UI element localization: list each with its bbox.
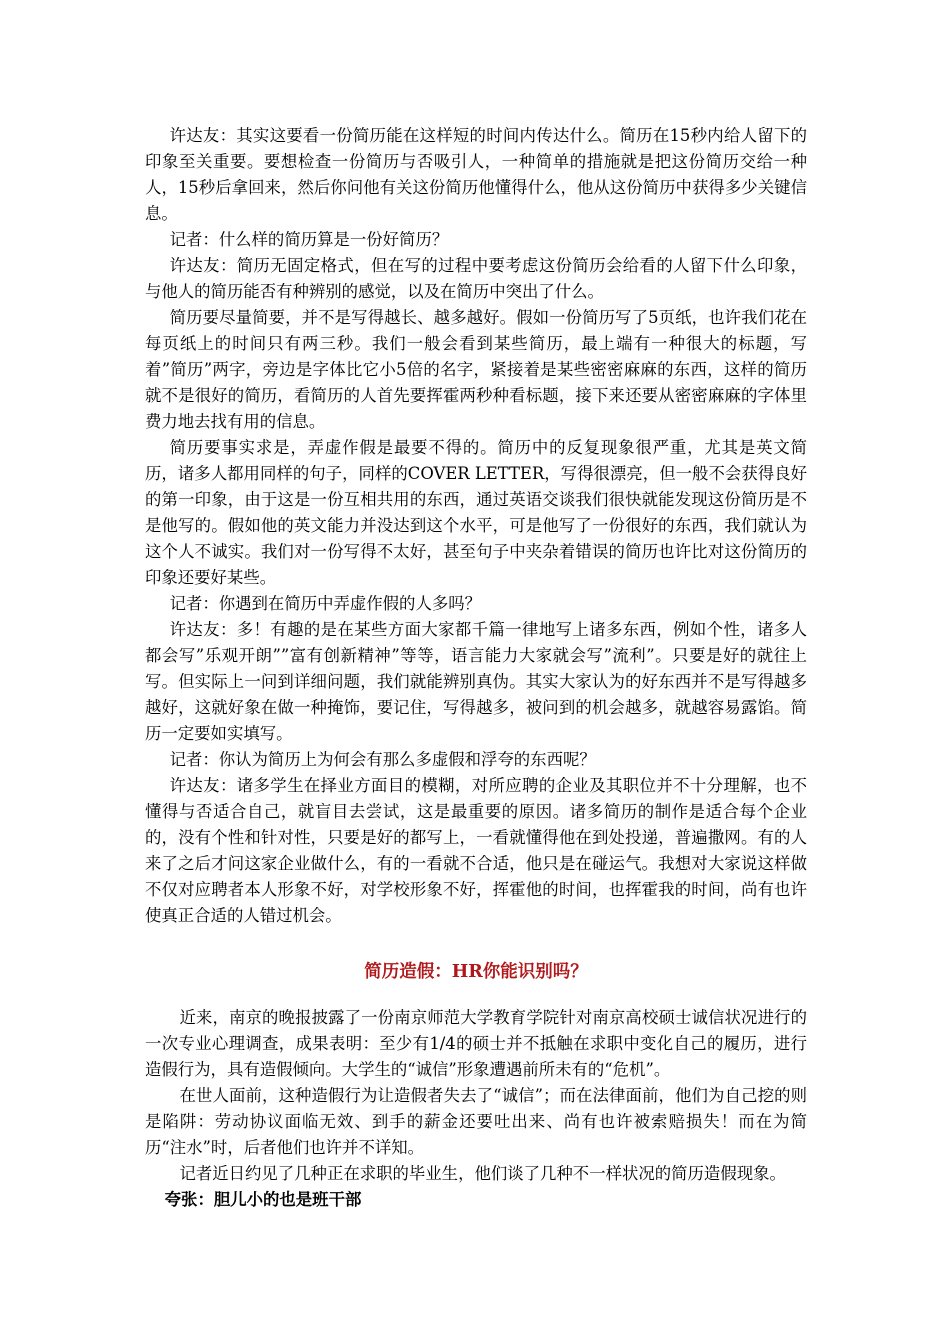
interview-paragraph: 许达友：诸多学生在择业方面目的模糊，对所应聘的企业及其职位并不十分理解，也不懂得与否适合自己，就盲目去尝试，这是最重要的原因。诸多简历的制作是适合每个企业的，没有个性和针对性，只要是好的都写上，一看就懂得他在到处投递，普遍撒网。有的人来了之后才问这家企业做什么，有的一看就不合适，他只是在碰运气。我想对大家说这样做不仅对应聘者本人形象不好，对学校形象不好，挥霍他的时间，也挥霍我的时间，尚有也许使真正合适的人错过机会。 xyxy=(145,776,807,925)
article-section xyxy=(145,1005,807,1213)
article-title: 简历造假：HR你能识别吗？ xyxy=(364,962,588,982)
interview-paragraph: 记者：什么样的简历算是一份好简历？ xyxy=(169,230,449,249)
article-subheading: 夸张：胆儿小的也是班干部 xyxy=(164,1190,362,1209)
article-paragraph: 记者近日约见了几种正在求职的毕业生，他们谈了几种不一样状况的简历造假现象。 xyxy=(179,1164,786,1183)
interview-paragraph: 简历要事实求是，弄虚作假是最要不得的。简历中的反复现象很严重，尤其是英文简历，诸多人都用同样的句子，同样的COVER LETTER，写得很漂亮，但一般不会获得良好的第一印象，由于这是一份互相共用的东西，通过英语交谈我们很快就能发现这份简历是不是他写的。假如他的英文能力并没达到这个水平，可是他写了一份很好的东西，我们就认为这个人不诚实。我们对一份写得不太好，甚至句子中夹杂着错误的简历也许比对这份简历的印象还要好某些。 xyxy=(145,438,807,587)
interview-paragraph: 许达友：多！有趣的是在某些方面大家都千篇一律地写上诸多东西，例如个性，诸多人都会写”乐观开朗””富有创新精神”等等，语言能力大家就会写”流利”。只要是好的就往上写。但实际上一问到详细问题，我们就能辨别真伪。其实大家认为的好东西并不是写得越多越好，这就好象在做一种掩饰，要记住，写得越多，被问到的机会越多，就越容易露馅。简历一定要如实填写。 xyxy=(145,620,807,743)
interview-section xyxy=(145,123,807,929)
interview-paragraph: 许达友：其实这要看一份简历能在这样短的时间内传达什么。简历在15秒内给人留下的印象至关重要。要想检查一份简历与否吸引人，一种简单的措施就是把这份简历交给一种人，15秒后拿回来，然后你问他有关这份简历他懂得什么，他从这份简历中获得多少关键信息。 xyxy=(145,126,807,223)
interview-paragraph: 记者：你遇到在简历中弄虚作假的人多吗？ xyxy=(169,594,482,613)
interview-paragraph: 许达友：简历无固定格式，但在写的过程中要考虑这份简历会给看的人留下什么印象，与他人的简历能否有种辨别的感觉，以及在简历中突出了什么。 xyxy=(145,256,807,301)
interview-paragraph: 记者：你认为简历上为何会有那么多虚假和浮夸的东西呢？ xyxy=(169,750,596,769)
interview-paragraph: 简历要尽量简要，并不是写得越长、越多越好。假如一份简历写了5页纸，也许我们花在每页纸上的时间只有两三秒。我们一般会看到某些简历，最上端有一种很大的标题，写着”简历”两字，旁边是字体比它小5倍的名字，紧接着是某些密密麻麻的东西，这样的简历就不是很好的简历，看简历的人首先要挥霍两秒种看标题，接下来还要从密密麻麻的字体里费力地去找有用的信息。 xyxy=(145,308,807,431)
article-paragraph: 在世人面前，这种造假行为让造假者失去了“诚信”；而在法律面前，他们为自己挖的则是陷阱：劳动协议面临无效、到手的薪金还要吐出来、尚有也许被索赔损失！而在为简历“注水”时，后者他们也许并不详知。 xyxy=(145,1086,807,1157)
page-content xyxy=(145,123,807,1213)
article-paragraph: 近来，南京的晚报披露了一份南京师范大学教育学院针对南京高校硕士诚信状况进行的一次专业心理调查，成果表明：至少有1/4的硕士并不抵触在求职中变化自己的履历，进行造假行为，具有造假倾向。大学生的“诚信”形象遭遇前所未有的“危机”。 xyxy=(145,1008,807,1079)
